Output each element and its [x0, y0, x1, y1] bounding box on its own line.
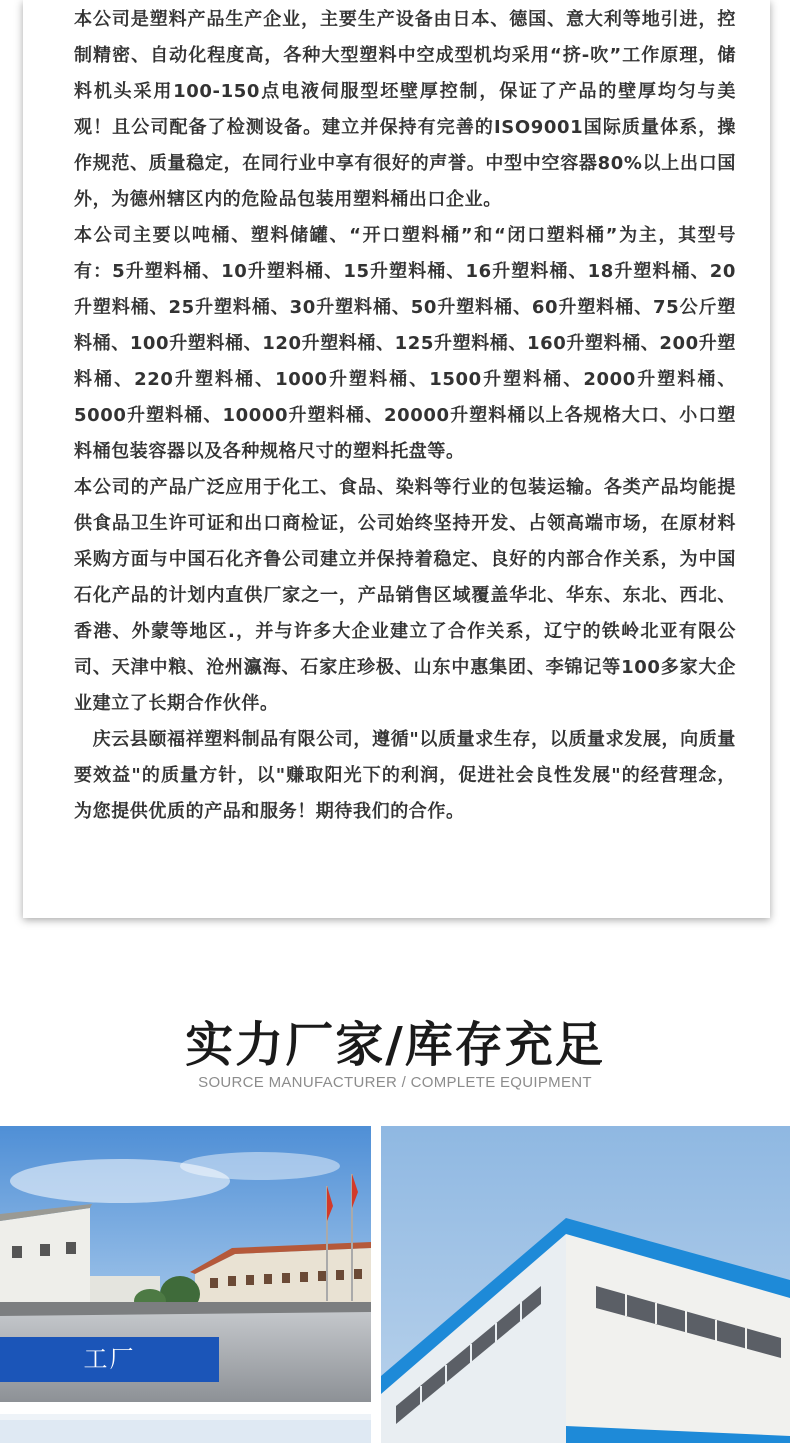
intro-paragraph-applications: 本公司的产品广泛应用于化工、食品、染料等行业的包装运输。各类产品均能提供食品卫生许可证和出口商检证，公司始终坚持开发、占领高端市场，在原材料采购方面与中国石化齐鲁公司建立并保持着稳定、良好的内部合作关系，为中国石化产品的计划内直供厂家之一，产品销售区域覆盖华北、华东、东北、西北、香港、外蒙等地区.，并与许多大企业建立了合作关系，辽宁的铁岭北亚有限公司、天津中粮、沧州瀛海、石家庄珍极、山东中惠集团、李锦记等100多家大企业建立了长期合作伙伴。 [74, 477, 736, 714]
factory-label: 工厂 [0, 1337, 219, 1382]
company-intro-card [23, 0, 770, 918]
company-intro-text [74, 2, 736, 830]
factory-photo [0, 1126, 371, 1402]
warehouse-photo [381, 1126, 790, 1443]
intro-paragraph-equipment: 本公司是塑料产品生产企业，主要生产设备由日本、德国、意大利等地引进，控制精密、自动化程度高，各种大型塑料中空成型机均采用“挤-吹”工作原理，储料机头采用100-150点电液伺服型坯壁厚控制，保证了产品的壁厚均匀与美观！且公司配备了检测设备。建立并保持有完善的ISO9001国际质量体系，操作规范、质量稳定，在同行业中享有很好的声誉。中型中空容器80%以上出口国外，为德州辖区内的危险品包装用塑料桶出口企业。 [74, 9, 736, 210]
warehouse-photo-illustration [381, 1126, 790, 1443]
third-photo [0, 1414, 371, 1443]
third-photo-illustration [0, 1414, 371, 1443]
intro-paragraph-products: 本公司主要以吨桶、塑料储罐、“开口塑料桶”和“闭口塑料桶”为主，其型号有：5升塑料桶、10升塑料桶、15升塑料桶、16升塑料桶、18升塑料桶、20升塑料桶、25升塑料桶、30升塑料桶、50升塑料桶、60升塑料桶、75公斤塑料桶、100升塑料桶、120升塑料桶、125升塑料桶、160升塑料桶、200升塑料桶、220升塑料桶、1000升塑料桶、1500升塑料桶、2000升塑料桶、5000升塑料桶、10000升塑料桶、20000升塑料桶以上各规格大口、小口塑料桶包装容器以及各种规格尺寸的塑料托盘等。 [74, 225, 736, 462]
section-subtitle: SOURCE MANUFACTURER / COMPLETE EQUIPMENT [198, 1074, 592, 1091]
section-title: 实力厂家/库存充足 [185, 1017, 605, 1073]
intro-paragraph-philosophy: 庆云县颐福祥塑料制品有限公司，遵循"以质量求生存，以质量求发展，向质量要效益"的质量方针，以"赚取阳光下的利润，促进社会良性发展"的经营理念，为您提供优质的产品和服务！期待我们的合作。 [74, 729, 736, 822]
